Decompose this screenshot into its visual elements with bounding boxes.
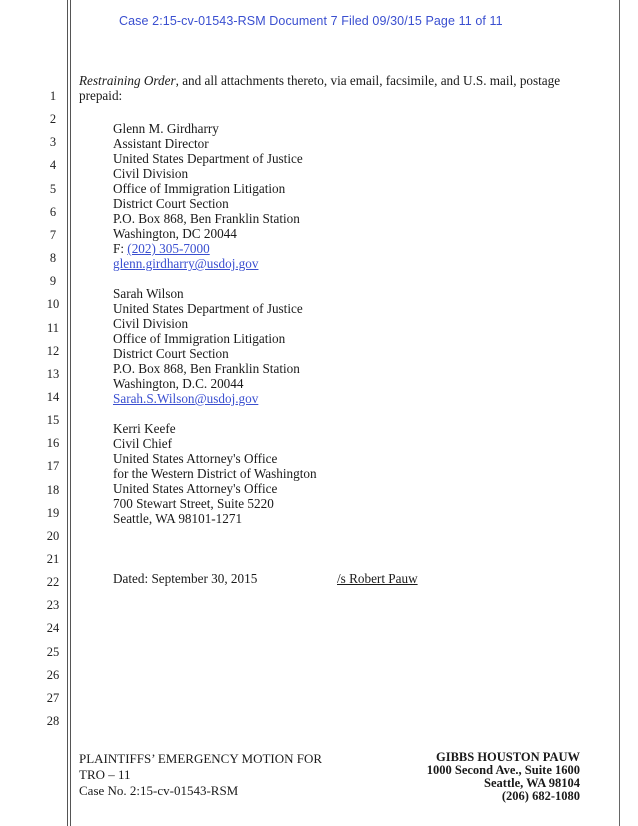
ecf-header-stamp: Case 2:15-cv-01543-RSM Document 7 Filed 09/30/15 Page 11 of 11: [119, 14, 503, 28]
line-number: 25: [46, 644, 60, 659]
address-line: P.O. Box 868, Ben Franklin Station: [113, 211, 300, 226]
line-number: 9: [49, 274, 57, 289]
recipient-block-2: [113, 286, 303, 406]
margin-rule-left-outer: [67, 0, 68, 826]
address-line: United States Attorney's Office: [113, 451, 278, 466]
signature-line: /s Robert Pauw: [337, 571, 418, 586]
email-link-wilson[interactable]: Sarah.S.Wilson@usdoj.gov: [113, 391, 259, 406]
address-line: P.O. Box 868, Ben Franklin Station: [113, 361, 300, 376]
address-line: 700 Stewart Street, Suite 5220: [113, 496, 274, 511]
firm-address-block: [427, 751, 580, 803]
address-line: Seattle, WA 98101-1271: [113, 511, 243, 526]
address-line: Washington, D.C. 20044: [113, 376, 244, 391]
intro-paragraph: [79, 73, 579, 103]
address-line: Office of Immigration Litigation: [113, 331, 286, 346]
firm-address-line: Seattle, WA 98104: [484, 776, 580, 790]
address-line: Sarah Wilson: [113, 286, 184, 301]
fax-link[interactable]: (202) 305-7000: [127, 241, 210, 256]
line-number: 5: [49, 181, 57, 196]
line-number: 26: [46, 667, 60, 682]
line-number: 24: [46, 621, 60, 636]
address-line: Glenn M. Girdharry: [113, 121, 219, 136]
address-line: Washington, DC 20044: [113, 226, 237, 241]
line-number: 18: [46, 482, 60, 497]
line-number: 10: [46, 297, 60, 312]
line-number: 17: [46, 459, 60, 474]
line-number: 15: [46, 413, 60, 428]
address-line: Assistant Director: [113, 136, 209, 151]
email-link-girdharry[interactable]: glenn.girdharry@usdoj.gov: [113, 256, 259, 271]
firm-address-line: 1000 Second Ave., Suite 1600: [426, 763, 580, 777]
firm-name: GIBBS HOUSTON PAUW: [435, 750, 580, 764]
address-line: Civil Division: [113, 166, 189, 181]
line-number: 19: [46, 505, 60, 520]
footer-caption-line: PLAINTIFFS’ EMERGENCY MOTION FOR: [79, 751, 323, 766]
address-line: Kerri Keefe: [113, 421, 176, 436]
line-number: 12: [46, 343, 60, 358]
address-line: United States Department of Justice: [113, 301, 303, 316]
address-line: Civil Chief: [113, 436, 172, 451]
footer-case-number: Case No. 2:15-cv-01543-RSM: [79, 783, 239, 798]
firm-phone: (206) 682-1080: [501, 789, 580, 803]
footer-caption: [79, 751, 322, 799]
line-number: 4: [49, 158, 57, 173]
line-number: 28: [46, 714, 60, 729]
address-line: Civil Division: [113, 316, 189, 331]
line-number: 27: [46, 690, 60, 705]
address-line: Office of Immigration Litigation: [113, 181, 286, 196]
address-line: United States Department of Justice: [113, 151, 303, 166]
recipient-block-3: [113, 421, 317, 526]
line-number: 20: [46, 528, 60, 543]
line-number: 1: [49, 89, 57, 103]
intro-italic: Restraining Order: [79, 73, 176, 88]
line-number: 8: [49, 251, 57, 266]
line-number: 22: [46, 575, 60, 590]
line-number: 13: [46, 366, 60, 381]
line-number: 6: [49, 204, 57, 219]
line-number: 21: [46, 552, 60, 566]
address-line: District Court Section: [113, 346, 229, 361]
line-number: 2: [49, 112, 57, 127]
line-number: 7: [49, 227, 57, 242]
fax-prefix: F:: [113, 241, 128, 256]
recipient-block-1: [113, 121, 303, 271]
line-number: 23: [46, 598, 60, 613]
line-number: 3: [49, 135, 57, 150]
margin-rule-right: [619, 0, 620, 826]
fax-line: [113, 241, 303, 256]
intro-rest: , and all attachments thereto, via email, facsimile, and U.S. mail, postage prepaid:: [79, 73, 561, 103]
address-line: United States Attorney's Office: [113, 481, 278, 496]
footer-caption-line: TRO – 11: [79, 767, 131, 782]
address-line: District Court Section: [113, 196, 229, 211]
line-number: 11: [46, 320, 60, 335]
line-number: 14: [46, 389, 60, 404]
line-number: 16: [46, 436, 60, 451]
address-line: for the Western District of Washington: [113, 466, 317, 481]
margin-rule-left-inner: [70, 0, 71, 826]
dated-line: Dated: September 30, 2015: [113, 571, 258, 586]
